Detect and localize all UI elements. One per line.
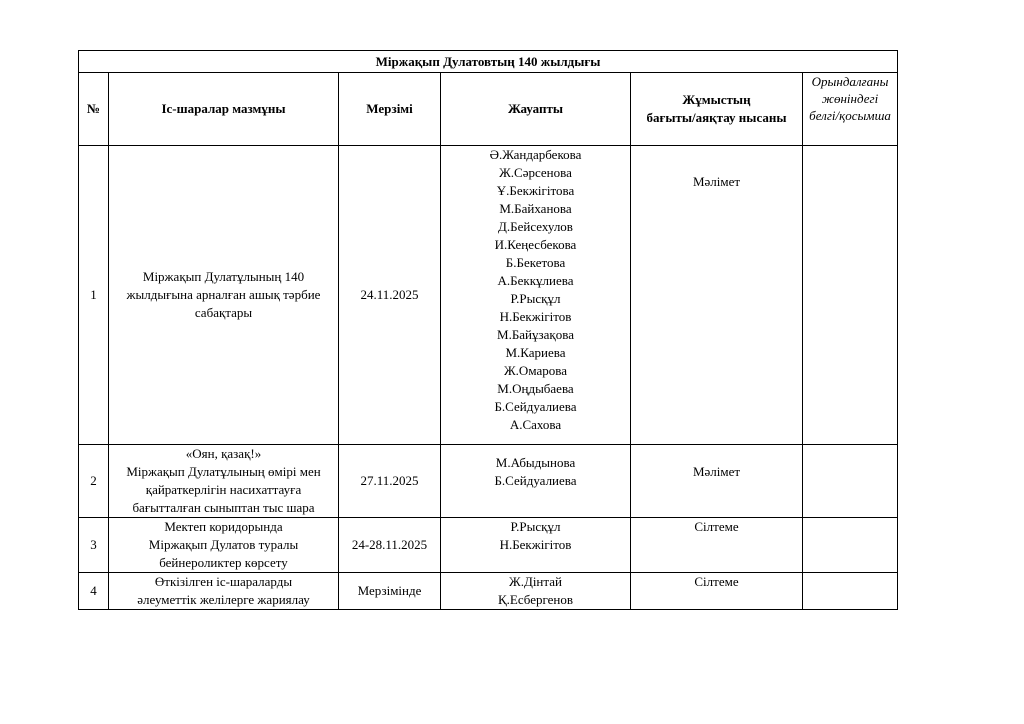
row-responsible (441, 445, 631, 518)
content-line: бағытталған сыныптан тыс шара (132, 500, 315, 515)
row-num: 3 (79, 518, 109, 573)
responsible-name: Б.Сейдуалиева (494, 473, 577, 488)
row-num: 1 (79, 146, 109, 445)
row-num: 2 (79, 445, 109, 518)
responsible-name: Ж.Дінтай (509, 574, 562, 589)
content-line: сабақтары (194, 305, 253, 320)
responsible-name: Н.Бекжігітов (499, 309, 572, 324)
row-content (109, 518, 339, 573)
responsible-name: Ж.Омарова (504, 363, 567, 378)
row-note (803, 146, 898, 445)
row-content (109, 573, 339, 610)
row-content (109, 146, 339, 445)
row-form: Мәлімет (631, 146, 803, 445)
content-line: қайраткерлігін насихаттауға (145, 482, 302, 497)
header-deadline: Мерзімі (339, 73, 441, 146)
row-note (803, 573, 898, 610)
responsible-name: Ә.Жандарбекова (489, 147, 582, 162)
content-line: Мектеп коридорында (164, 519, 283, 534)
content-line: әлеуметтік желілерге жариялау (137, 592, 310, 607)
header-note-line1: Орындалғаны (811, 74, 889, 89)
responsible-name: А.Сахова (509, 417, 562, 432)
table-row (79, 518, 898, 573)
row-note (803, 518, 898, 573)
row-responsible (441, 146, 631, 445)
row-form: Сілтеме (631, 518, 803, 573)
content-line: бейнероликтер көрсету (159, 555, 288, 570)
responsible-name: М.Байұзақова (497, 327, 574, 342)
responsible-name: Ұ.Бекжігітова (496, 183, 575, 198)
table-title: Міржақып Дулатовтың 140 жылдығы (79, 51, 898, 73)
header-content: Іс-шаралар мазмұны (109, 73, 339, 146)
responsible-name: Р.Рысқұл (510, 291, 561, 306)
responsible-name: Ж.Сәрсенова (499, 165, 572, 180)
header-note-line3: белгі/қосымша (809, 108, 891, 123)
table-title-row (79, 51, 898, 73)
responsible-name: А.Беккұлиева (497, 273, 574, 288)
row-num: 4 (79, 573, 109, 610)
header-note (803, 73, 898, 146)
header-form-line2: бағыты/аяқтау нысаны (646, 110, 787, 125)
table-row (79, 146, 898, 445)
row-deadline: 24-28.11.2025 (339, 518, 441, 573)
responsible-name: И.Кеңесбекова (494, 237, 577, 252)
row-form: Сілтеме (631, 573, 803, 610)
content-line: жылдығына арналған ашық тәрбие (126, 287, 321, 302)
content-line: Міржақып Дулатұлының өмірі мен (126, 464, 321, 479)
row-deadline: 27.11.2025 (339, 445, 441, 518)
events-table (78, 50, 898, 610)
responsible-name: Д.Бейсехулов (498, 219, 573, 234)
header-row (79, 73, 898, 146)
header-note-line2: жөніндегі (821, 91, 879, 106)
responsible-name: Р.Рысқұл (510, 519, 561, 534)
row-note (803, 445, 898, 518)
responsible-name: М.Байханова (499, 201, 572, 216)
content-line: Міржақып Дулатов туралы (148, 537, 299, 552)
responsible-name: М.Оңдыбаева (497, 381, 574, 396)
row-form: Мәлімет (631, 445, 803, 518)
responsible-name: Қ.Есбергенов (497, 592, 574, 607)
table-row (79, 445, 898, 518)
responsible-name: М.Абыдынова (495, 455, 576, 470)
responsible-name: Н.Бекжігітов (499, 537, 572, 552)
row-responsible (441, 573, 631, 610)
responsible-name: М.Кариева (505, 345, 566, 360)
content-line: Өткізілген іс-шараларды (154, 574, 293, 589)
row-content (109, 445, 339, 518)
content-line: «Оян, қазақ!» (185, 446, 262, 461)
header-responsible: Жауапты (441, 73, 631, 146)
content-line: Міржақып Дулатұлының 140 (142, 269, 305, 284)
responsible-name: Б.Сейдуалиева (494, 399, 577, 414)
responsible-name: Б.Бекетова (505, 255, 566, 270)
row-responsible (441, 518, 631, 573)
row-deadline: 24.11.2025 (339, 146, 441, 445)
table-row (79, 573, 898, 610)
header-num: № (79, 73, 109, 146)
header-form-line1: Жұмыстың (682, 92, 751, 107)
row-deadline: Мерзімінде (339, 573, 441, 610)
header-form (631, 73, 803, 146)
